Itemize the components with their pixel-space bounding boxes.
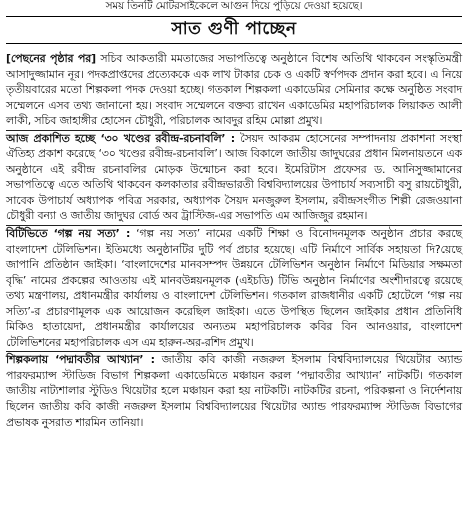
paragraph-lead: আজ প্রকাশিত হচ্ছে ‘৩০ খণ্ডের রবীন্দ্র-রচনাবলি’ : [6,131,236,145]
paragraph-lead: শিল্পকলায় ‘পদ্মাবতীর আখ্যান’ : [6,353,155,367]
previous-article-tail: সময় তিনটি মোটরসাইকেলে আগুন দিয়ে পুড়িয়ে দেওয়া হয়েছে। [105,0,363,12]
article-headline: সাত গুণী পাচ্ছেন [171,19,297,39]
paragraph-seven-awardees [6,51,462,131]
paragraph-rabindra-rachanabali [6,131,462,226]
paragraph-text: জাতীয় কবি কাজী নজরুল ইসলাম বিশ্ববিদ্যালয়ের থিয়েটার অ্যান্ড পারফরম্যান্স স্টাডিজ বিভাগ শিল্পকলা একাডেমিতে মঞ্চায়ন করল ‘পদ্মাবতীর আখ্যান’ নাটকটি। গতকাল জাতীয় নাট্যশালার স্টুডিও থিয়েটার হলে মঞ্চায়ন করা হয় নাটকটি। নাটকটির রচনা, পরিকল্পনা ও নির্দেশনায় ছিলেন জাতীয় কবি কাজী নজরুল ইসলাম বিশ্ববিদ্যালয়ের থিয়েটার অ্যান্ড পারফরম্যান্স স্টাডিজ বিভাগের প্রভাষক নুসরাত শারমিন তানিয়া। [6,353,462,429]
paragraph-padmabati [6,352,462,431]
paragraph-text: ‘গল্প নয় সত্য’ নামের একটি শিক্ষা ও বিনোদনমূলক অনুষ্ঠান প্রচার করছে বাংলাদেশ টেলিভিশন। ইতিমধ্যে অনুষ্ঠানটির দুটি পর্ব প্রচার হয়েছে। এটি নির্মাণে সার্বিক সহায়তা দি?য়েছে জাপানি প্রতিষ্ঠান জাইকা। ‘বাংলাদেশের মানবসম্পদ উন্নয়নে টেলিভিশন অনুষ্ঠান নির্মাণে মিডিয়ার সক্ষমতা বৃদ্ধি’ নামের প্রকল্পের আওতায় এই মানবউন্নয়নমূলক (এইচডি) টিভি অনুষ্ঠান নির্মাণের অংশীদারত্বে রয়েছে তথ্য মন্ত্রণালয়, প্রধানমন্ত্রীর কার্যালয় ও বাংলাদেশ টেলিভিশন। গতকাল রাজধানীর একটি হোটেলে ‘গল্প নয় সত্যি’-র প্রচারণামূলক এক আয়োজন করেছিল জাইকা। এতে উপস্থিত ছিলেন জাইকার প্রধান প্রতিনিধি মিকিও হাতায়েদা, প্রধানমন্ত্রীর কার্যালয়ের অন্যতম মহাপরিচালক কবির বিন আনওয়ার, বাংলাদেশ টেলিভিশনের মহাপরিচালক এস এম হারুন-অর-রশিদ প্রমুখ। [6,227,462,349]
paragraph-lead: বিটিভিতে ‘গল্প নয় সত্য’ : [6,227,131,241]
paragraph-text: সচিব আকতারী মমতাজের সভাপতিত্বে অনুষ্ঠানে বিশেষ অতিথি থাকবেন সংস্কৃতিমন্ত্রী আসাদুজ্জামান নূর। পদকপ্রাপ্তদের প্রত্যেককে এক লাখ টাকার চেক ও একটি স্বর্ণপদক প্রদান করা হবে। এ নিয়ে তৃতীয়বারের মতো শিল্পকলা পদক দেওয়া হচ্ছে। গতকাল শিল্পকলা একাডেমির সেমিনার কক্ষে অনুষ্ঠিত সংবাদ সম্মেলনে এসব তথ্য জানানো হয়। সংবাদ সম্মেলনে বক্তব্য রাখেন একাডেমির মহাপরিচালক লিয়াকত আলী লাকী, সচিব জাহাঙ্গীর হোসেন চৌধুরী, পরিচালক আবদুর রহিম মোল্লা প্রমুখ। [6,52,462,128]
paragraph-lead: [পেছনের পৃষ্ঠার পর] [6,52,96,65]
paragraph-btv-program [6,226,462,352]
headline-box [6,16,462,44]
paragraph-text: সৈয়দ আকরম হোসেনের সম্পাদনায় প্রকাশনা সংস্থা ঐতিহ্য প্রকাশ করেছে ‘৩০ খণ্ডের রবীন্দ্র-রচনাবলি’। আজ বিকালে জাতীয় জাদুঘরের প্রধান মিলনায়তনে এক অনুষ্ঠানে এই রবীন্দ্র রচনাবলির মোড়ক উন্মোচন করা হবে। ইমেরিটাস প্রফেসর ড. আনিসুজ্জামানের সভাপতিত্বে এতে অতিথি থাকবেন কলকাতার রবীন্দ্রভারতী বিশ্ববিদ্যালয়ের উপাচার্য সব্যসাচী বসু রায়চৌধুরী, সাবেক উপাচার্য অধ্যাপক পবিত্র সরকার, অধ্যাপক সৈয়দ মনজুরুল ইসলাম, রবীন্দ্রসংগীত শিল্পী রেজওয়ানা চৌধুরী বন্যা ও জাতীয় জাদুঘর বোর্ড অব ট্রাস্টিজ-এর সভাপতি এম আজিজুর রহমান। [6,131,462,223]
article-body [6,51,462,431]
